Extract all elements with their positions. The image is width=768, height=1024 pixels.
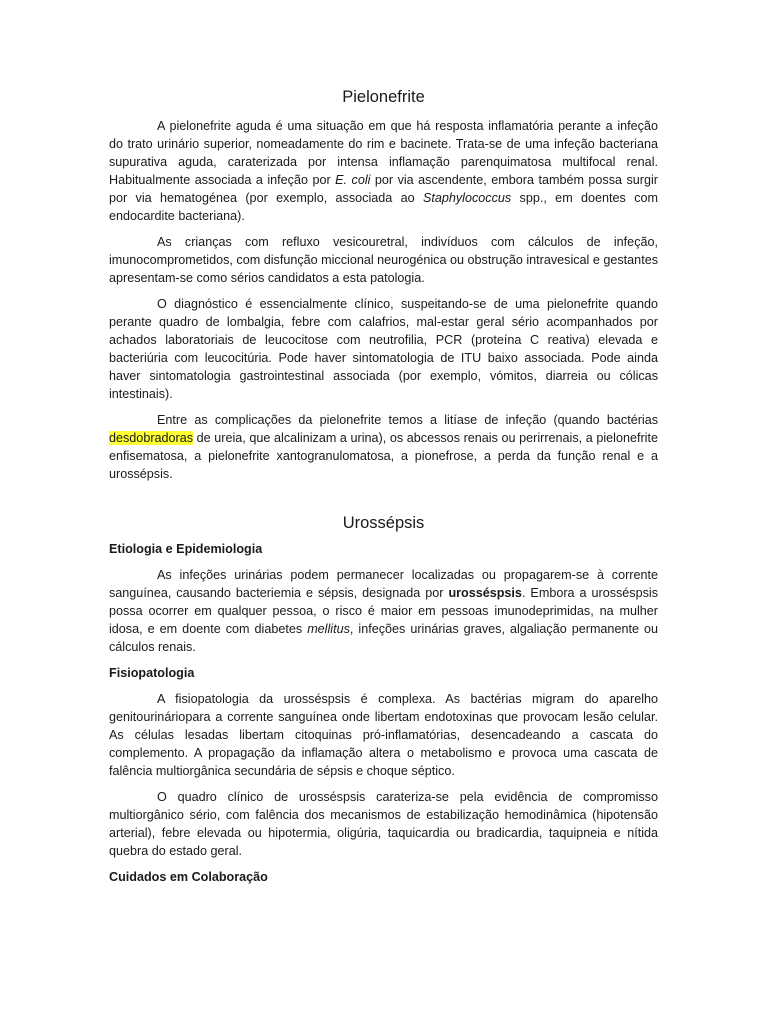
document-page bbox=[109, 80, 658, 894]
paragraph-risk-groups: As crianças com refluxo vesicouretral, indivíduos com cálculos de infeção, imunocomprometidos, com disfunção miccional neurogénica ou obstrução intravesical e gestantes apresentam-se como sérios candidatos a esta patologia. bbox=[109, 235, 658, 285]
subheading-fisiopatologia: Fisiopatologia bbox=[109, 666, 195, 680]
paragraph-pielonefrite-definition: A pielonefrite aguda é uma situação em que há resposta inflamatória perante a infeção do trato urinário superior, nomeadamente do rim e bacinete. Trata-se de uma infeção bacteriana supurativa aguda, caraterizada por intensa inflamação parenquimatosa multifocal renal. Habitualmente associada a infeção por E. coli por via ascendente, embora também possa surgir por via hematogénea (por exemplo, associada ao Staphylococcus spp., em doentes com endocardite bacteriana). bbox=[109, 119, 658, 223]
paragraph-fisiopatologia: A fisiopatologia da urosséspsis é complexa. As bactérias migram do aparelho genitourináriopara a corrente sanguínea onde libertam endotoxinas que provocam lesão celular. As células lesadas libertam citoquinas pró-inflamatórias, desencadeando a cascata do complemento. A propagação da inflamação altera o metabolismo e provoca uma cascata de falência multiorgânica secundária de sépsis e choque séptico. bbox=[109, 692, 658, 778]
paragraph-diagnosis: O diagnóstico é essencialmente clínico, suspeitando-se de uma pielonefrite quando perante quadro de lombalgia, febre com calafrios, mal-estar geral sério acompanhados por achados laboratoriais de leucocitose com neutrofilia, PCR (proteína C reativa) elevada e bacteriúria com leucocitúria. Pode haver sintomatologia de ITU baixo associada. Pode ainda haver sintomatologia gastrointestinal associada (por exemplo, vómitos, diarreia ou cólicas intestinais). bbox=[109, 297, 658, 401]
highlighted-word: desdobradoras bbox=[109, 431, 194, 445]
paragraph-complications: Entre as complicações da pielonefrite temos a litíase de infeção (quando bactérias desdobradoras de ureia, que alcalinizam a urina), os abcessos renais ou perirrenais, a pielonefrite enfisematosa, a pielonefrite xantogranulomatosa, a pionefrose, a perda da função renal e a urossépsis. bbox=[109, 413, 658, 481]
section-title-pielonefrite: Pielonefrite bbox=[342, 88, 425, 106]
italic-mellitus: mellitus bbox=[307, 622, 350, 636]
paragraph-etiologia: As infeções urinárias podem permanecer localizadas ou propagarem-se à corrente sanguínea, causando bacteriemia e sépsis, designada por urosséspsis. Embora a urosséspsis possa ocorrer em qualquer pessoa, o risco é maior em pessoas imunodeprimidas, na mulher idosa, e em doente com diabetes mellitus, infeções urinárias graves, algaliação permanente ou cálculos renais. bbox=[109, 568, 658, 654]
subheading-etiologia: Etiologia e Epidemiologia bbox=[109, 542, 263, 556]
italic-e-coli: E. coli bbox=[335, 173, 371, 187]
subheading-cuidados: Cuidados em Colaboração bbox=[109, 870, 268, 884]
bold-urossepsis: urosséspsis bbox=[448, 586, 522, 600]
paragraph-quadro-clinico: O quadro clínico de urosséspsis carateriza-se pela evidência de compromisso multiorgânico sério, com falência dos mecanismos de estabilização hemodinâmica (hipotensão arterial), febre elevada ou hipotermia, oligúria, taquicardia ou bradicardia, taquipneia e nítida quebra do estado geral. bbox=[109, 790, 658, 858]
section-title-urossepsis: Urossépsis bbox=[342, 514, 425, 532]
italic-staphylococcus: Staphylococcus bbox=[422, 191, 512, 205]
